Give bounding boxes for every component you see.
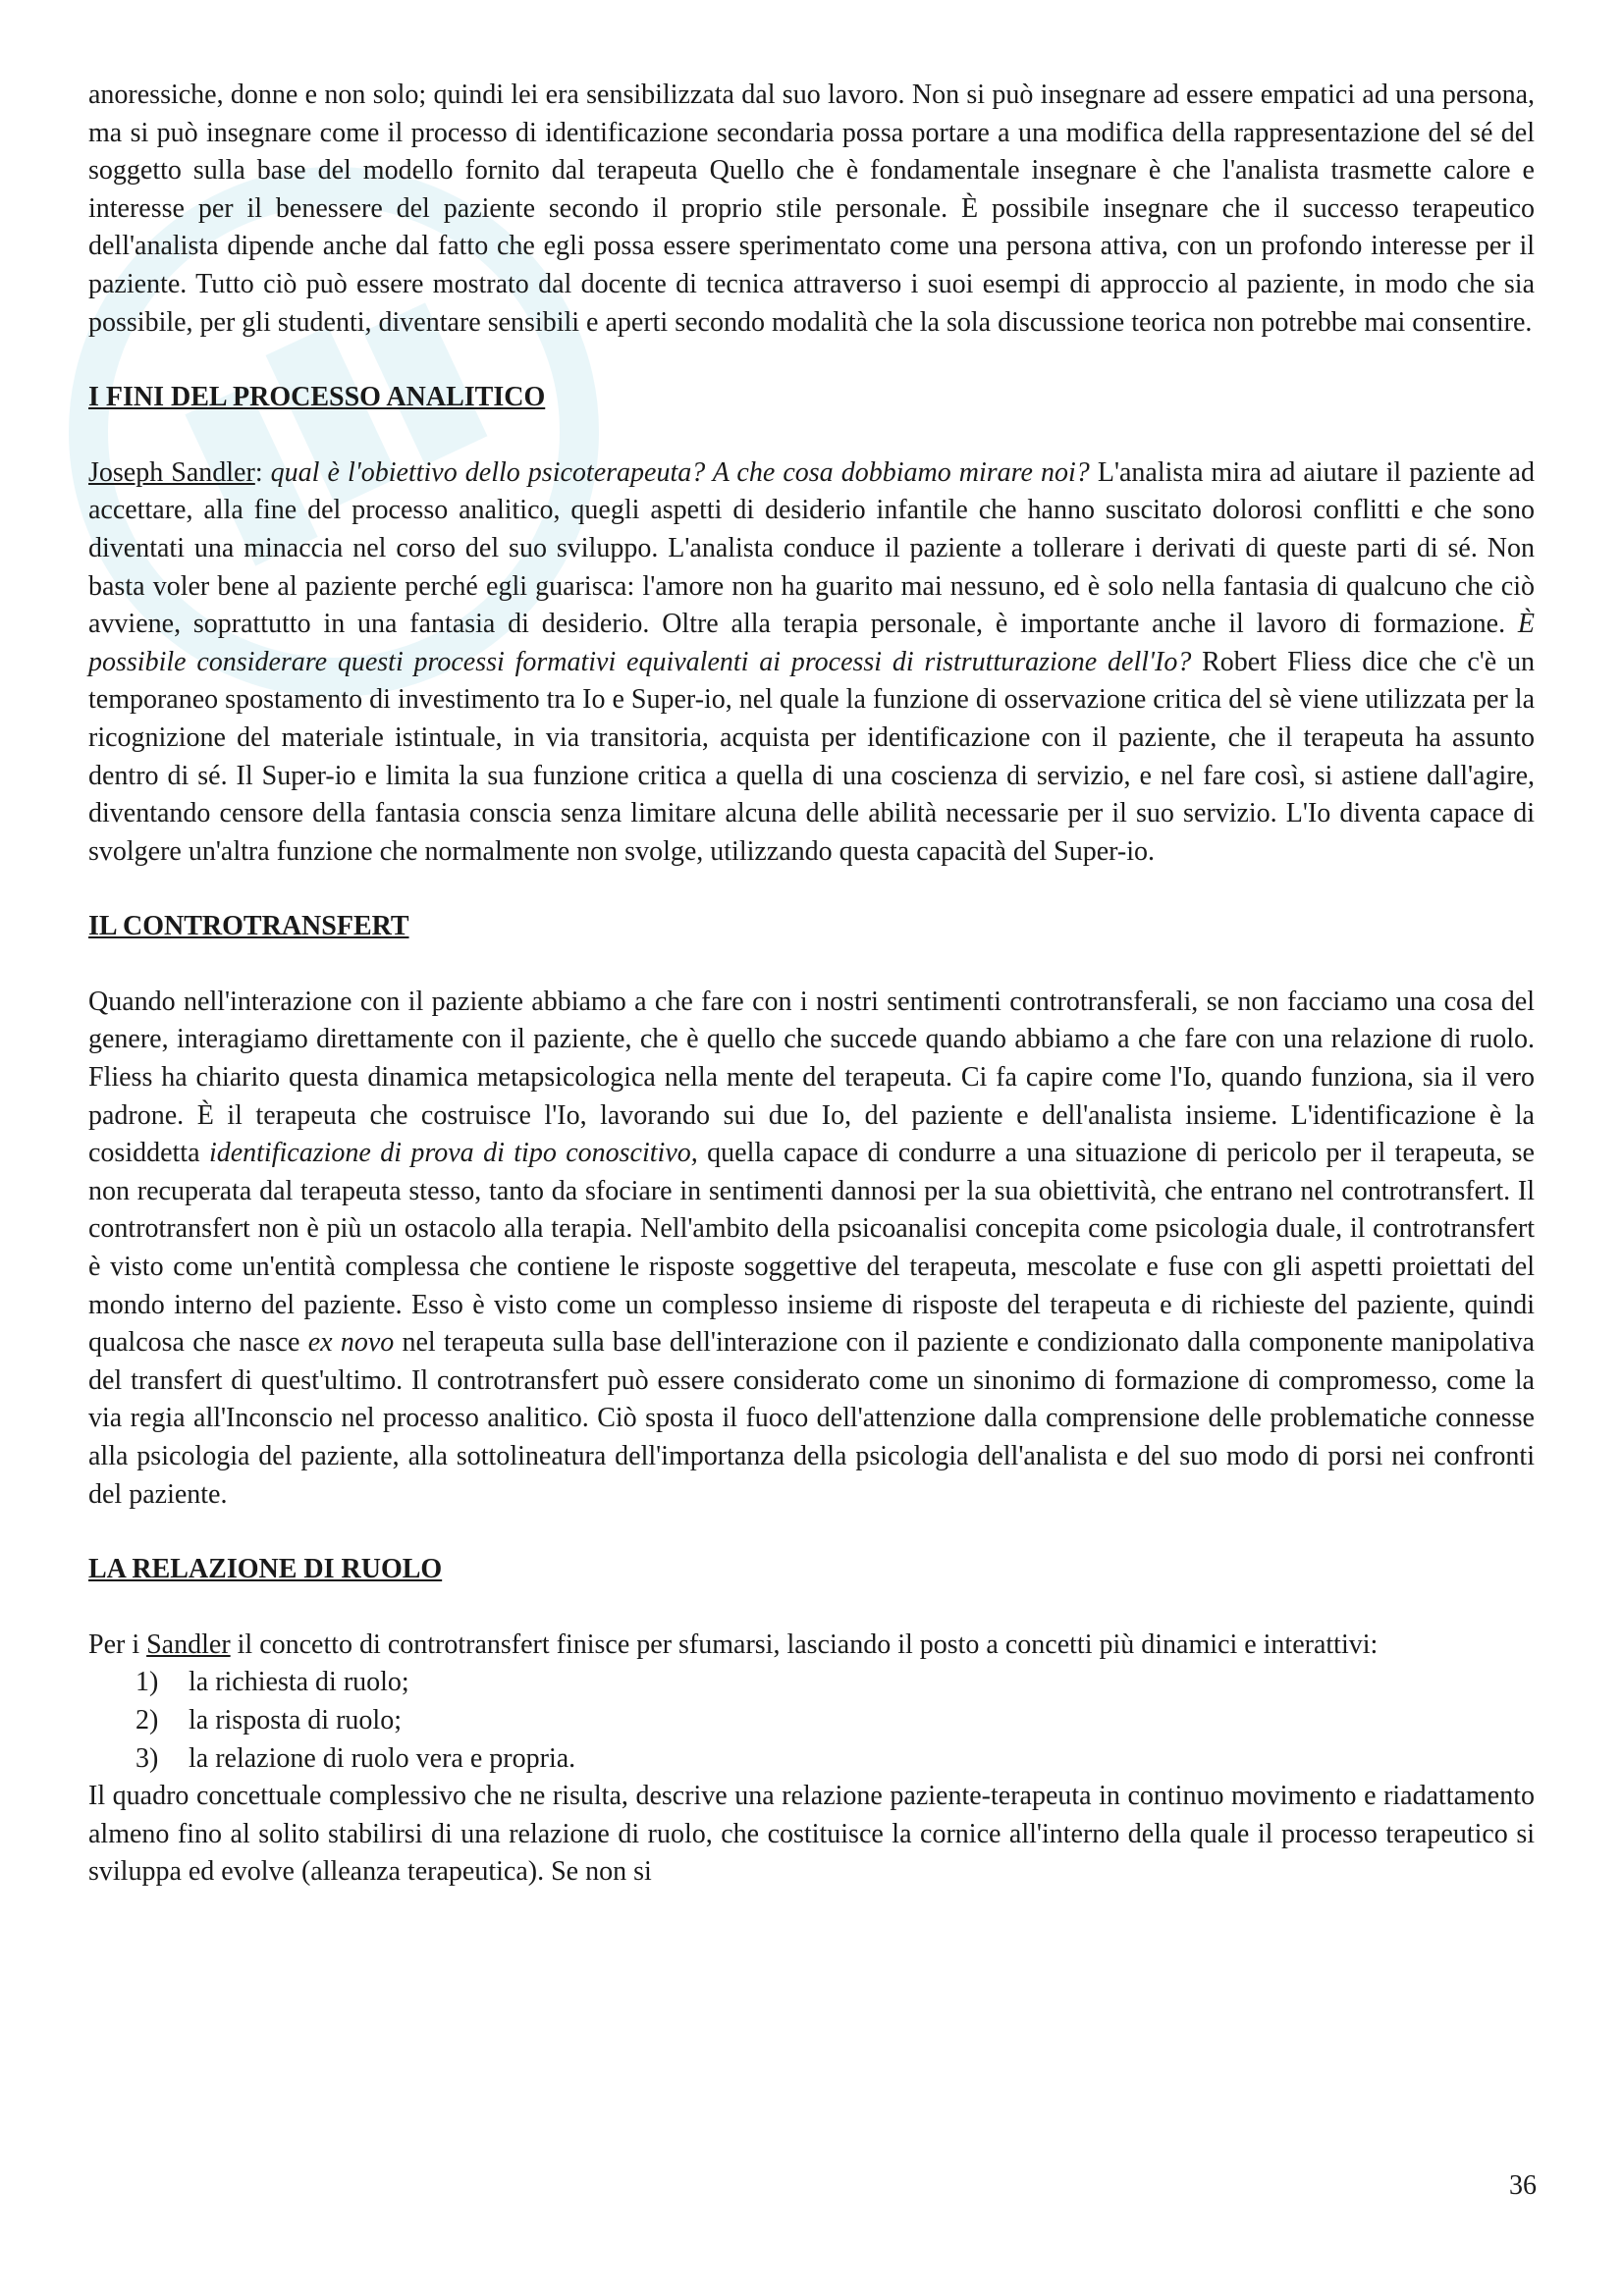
author-link-sandler: Sandler bbox=[146, 1629, 231, 1660]
italic-ex-novo: ex novo bbox=[307, 1327, 395, 1359]
author-link-joseph-sandler: Joseph Sandler bbox=[88, 456, 255, 488]
heading-controtransfert: IL CONTROTRANSFERT bbox=[88, 911, 409, 942]
paragraph-sandler: Joseph Sandler: qual è l'obiettivo dello psicoterapeuta? A che cosa dobbiamo mirare noi? L'analista mira ad aiutare il paziente ad accettare, alla fine del processo analitico, quegli aspetti di desiderio infantile che hanno suscitato dolorosi conflitti e che sono diventati una minaccia nel corso del suo sviluppo. L'analista conduce il paziente a tollerare i derivati di queste parti di sé. Non basta voler bene al paziente perché egli guarisca: l'amore non ha guarito mai nessuno, ed è solo nella fantasia di qualcuno che ciò avviene, soprattutto in una fantasia di desiderio. Oltre alla terapia personale, è importante anche il lavoro di formazione. È possibile considerare questi processi formativi equivalenti ai processi di ristrutturazione dell'Io? Robert Fliess dice che c'è un temporaneo spostamento di investimento tra Io e Super-io, nel quale la funzione di osservazione critica del sè viene utilizzata per la ricognizione del materiale istintuale, in via transitoria, acquista per identificazione con il paziente, che il terapeuta ha assunto dentro di sé. Il Super-io e limita la sua funzione critica a quella di una coscienza di servizio, e nel fare così, si astiene dall'agire, diventando censore della fantasia conscia senza limitare alcuna delle abilità necessarie per il suo servizio. L'Io diventa capace di svolgere un'altra funzione che normalmente non svolge, utilizzando questa capacità del Super-io. bbox=[88, 456, 1535, 867]
document-page bbox=[88, 77, 1535, 1892]
paragraph-intro: anoressiche, donne e non solo; quindi lei era sensibilizzata dal suo lavoro. Non si può insegnare ad essere empatici ad una persona, ma si può insegnare come il processo di identificazione secondaria possa portare a una modifica della rappresentazione del sé del soggetto sulla base del modello fornito dal terapeuta Quello che è fondamentale insegnare è che l'analista trasmette calore e interesse per il benessere del paziente secondo il proprio stile personale. È possibile insegnare che il successo terapeutico dell'analista dipende anche dal fatto che egli possa essere sperimentato come una persona attiva, con un profondo interesse per il paziente. Tutto ciò può essere mostrato dal docente di tecnica attraverso i suoi esempi di approccio al paziente, in modo che sia possibile, per gli studenti, diventare sensibili e aperti secondo modalità che la sola discussione teorica non potrebbe mai consentire. bbox=[88, 80, 1535, 338]
heading-fini-processo-analitico: I FINI DEL PROCESSO ANALITICO bbox=[88, 382, 546, 413]
paragraph-controtransfert: Quando nell'interazione con il paziente abbiamo a che fare con i nostri sentimenti controtransferali, se non facciamo una cosa del genere, interagiamo direttamente con il paziente, che è quello che succede quando abbiamo a che fare con una relazione di ruolo. Fliess ha chiarito questa dinamica metapsicologica nella mente del terapeuta. Ci fa capire come l'Io, quando funziona, sia il vero padrone. È il terapeuta che costruisce l'Io, lavorando sui due Io, del paziente e dell'analista insieme. L'identificazione è la cosiddetta identificazione di prova di tipo conoscitivo, quella capace di condurre a una situazione di pericolo per il terapeuta, se non recuperata dal terapeuta stesso, tanto da sfociare in sentimenti dannosi per la sua obiettività, che entrano nel controtransfert. Il controtransfert non è più un ostacolo alla terapia. Nell'ambito della psicoanalisi concepita come psicologia duale, il controtransfert è visto come un'entità complessa che contiene le risposte soggettive del terapeuta, mescolate e fuse con gli aspetti proiettati del mondo interno del paziente. Esso è visto come un complesso insieme di risposte del terapeuta e di richieste del paziente, quindi qualcosa che nasce ex novo nel terapeuta sulla base dell'interazione con il paziente e condizionato dalla componente manipolativa del transfert di quest'ultimo. Il controtransfert può essere considerato come un sinonimo di formazione di compromesso, come la via regia all'Inconscio nel processo analitico. Ciò sposta il fuoco dell'attenzione dalla comprensione delle problematiche connesse alla psicologia del paziente, alla sottolineatura dell'importanza della psicologia dell'analista e del suo modo di porsi nei confronti del paziente. bbox=[88, 986, 1535, 1510]
question-italic-2: È possibile considerare questi processi formativi equivalenti ai processi di ristrutturazione dell'Io? bbox=[88, 609, 1535, 677]
list-item: 3) la relazione di ruolo vera e propria. bbox=[135, 1742, 576, 1774]
page-number: 36 bbox=[1509, 2170, 1537, 2201]
heading-relazione-di-ruolo: LA RELAZIONE DI RUOLO bbox=[88, 1554, 443, 1585]
italic-identificazione: identificazione di prova di tipo conoscitivo, bbox=[208, 1138, 698, 1169]
question-italic: qual è l'obiettivo dello psicoterapeuta? A che cosa dobbiamo mirare noi? bbox=[270, 456, 1090, 488]
paragraph-quadro-concettuale: Il quadro concettuale complessivo che ne risulta, descrive una relazione paziente-terapeuta in continuo movimento e riadattamento almeno fino al solito stabilirsi di una relazione di ruolo, che costituisce la cornice all'interno della quale il processo terapeutico si sviluppa ed evolve (alleanza terapeutica). Se non si bbox=[88, 1781, 1535, 1888]
list-item: 2) la risposta di ruolo; bbox=[135, 1704, 402, 1735]
role-list bbox=[88, 1664, 1535, 1778]
list-item: 1) la richiesta di ruolo; bbox=[135, 1667, 409, 1698]
paragraph-sandler-ruolo: Per i Sandler il concetto di controtransfert finisce per sfumarsi, lasciando il posto a concetti più dinamici e interattivi: bbox=[88, 1629, 1379, 1660]
